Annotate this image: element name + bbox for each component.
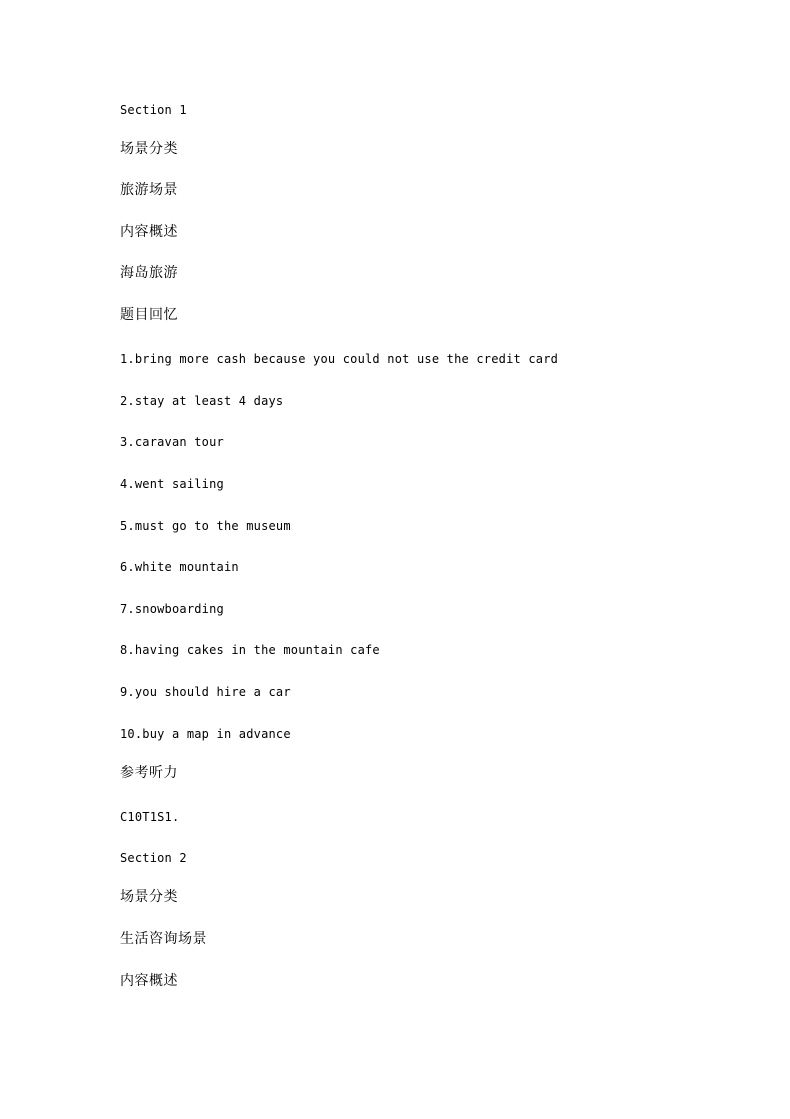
answer-item-1: 1.bring more cash because you could not use the credit card bbox=[120, 352, 559, 366]
section1-reference-value: C10T1S1. bbox=[120, 810, 180, 824]
section2-scene-label: 场景分类 bbox=[120, 889, 178, 905]
section1-recall-label: 题目回忆 bbox=[120, 307, 178, 323]
answer-item-4: 4.went sailing bbox=[120, 477, 224, 491]
section1-summary-value: 海岛旅游 bbox=[120, 265, 178, 281]
section1-summary-label: 内容概述 bbox=[120, 224, 178, 240]
section2-summary-label: 内容概述 bbox=[120, 973, 178, 989]
section2-heading: Section 2 bbox=[120, 851, 187, 865]
answer-item-2: 2.stay at least 4 days bbox=[120, 394, 284, 408]
section1-reference-label: 参考听力 bbox=[120, 765, 178, 781]
section1-scene-value: 旅游场景 bbox=[120, 182, 178, 198]
answer-item-9: 9.you should hire a car bbox=[120, 685, 291, 699]
answer-item-3: 3.caravan tour bbox=[120, 435, 224, 449]
section1-heading: Section 1 bbox=[120, 103, 187, 117]
section1-scene-label: 场景分类 bbox=[120, 141, 178, 157]
answer-item-8: 8.having cakes in the mountain cafe bbox=[120, 643, 380, 657]
answer-item-10: 10.buy a map in advance bbox=[120, 727, 291, 741]
answer-item-5: 5.must go to the museum bbox=[120, 519, 291, 533]
section2-scene-value: 生活咨询场景 bbox=[120, 931, 207, 947]
answer-item-7: 7.snowboarding bbox=[120, 602, 224, 616]
answer-item-6: 6.white mountain bbox=[120, 560, 239, 574]
